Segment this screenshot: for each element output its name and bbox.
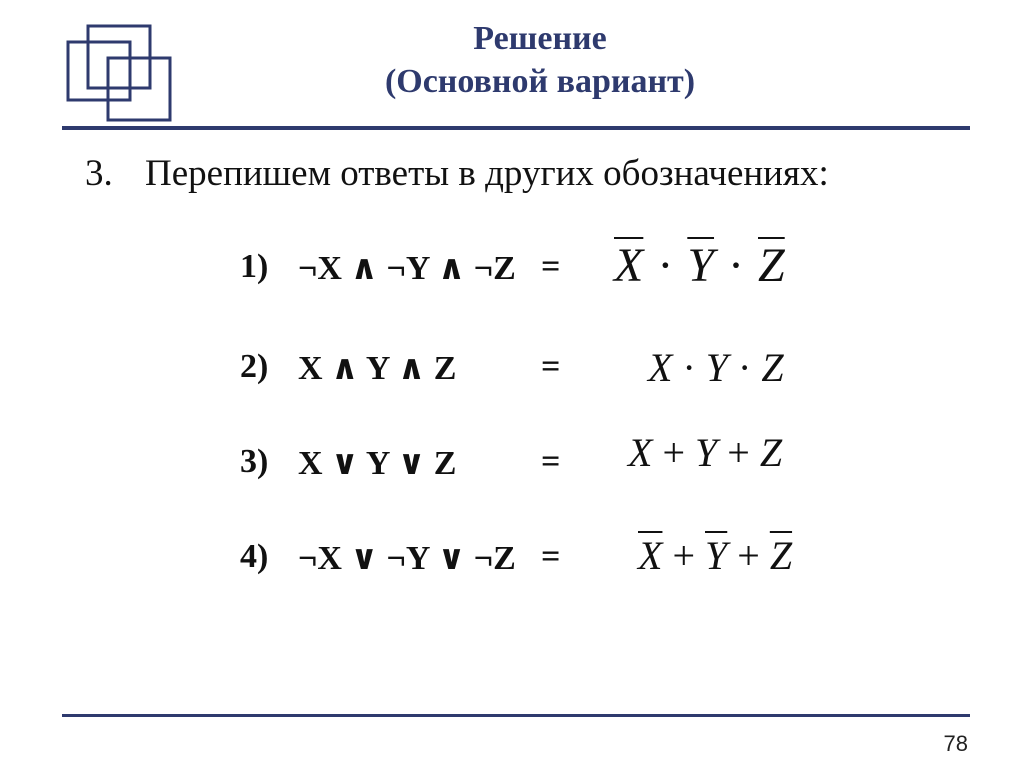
formula-index: 1) bbox=[240, 248, 269, 285]
formula-index: 4) bbox=[240, 538, 269, 575]
term-z: Z bbox=[761, 345, 784, 390]
operator: + bbox=[662, 430, 685, 475]
equals-sign: = bbox=[541, 538, 561, 575]
formula-index: 3) bbox=[240, 443, 269, 480]
operator: · bbox=[728, 239, 744, 292]
equals-sign: = bbox=[541, 348, 561, 385]
operator: + bbox=[672, 533, 695, 578]
term-x: X bbox=[648, 345, 673, 390]
operator: · bbox=[738, 345, 752, 390]
slide-title bbox=[300, 18, 780, 103]
formula-row-2 bbox=[0, 345, 1024, 408]
formula-algebraic bbox=[648, 344, 784, 391]
header-rule bbox=[62, 126, 970, 130]
term-x: $\overline{X}$ bbox=[638, 533, 663, 578]
equals-sign: = bbox=[541, 443, 561, 480]
term-x: $\overline{X}$ bbox=[614, 239, 644, 292]
footer-rule bbox=[62, 714, 970, 717]
formula-index: 2) bbox=[240, 348, 269, 385]
operator: + bbox=[737, 533, 760, 578]
title-line-2: (Основной вариант) bbox=[384, 62, 696, 100]
formula-logic: ¬X ∧ ¬Y ∧ ¬Z bbox=[298, 250, 516, 287]
title-line-1: Решение bbox=[473, 20, 607, 57]
formula-logic: ¬X ∨ ¬Y ∨ ¬Z bbox=[298, 540, 516, 577]
step-heading bbox=[85, 152, 829, 195]
step-number: 3. bbox=[85, 153, 113, 194]
operator: · bbox=[682, 345, 696, 390]
step-text: Перепишем ответы в других обозначениях: bbox=[145, 153, 829, 194]
term-y: Y bbox=[695, 430, 718, 475]
term-z: Z bbox=[759, 430, 783, 475]
formula-row-4 bbox=[0, 533, 1024, 598]
formula-algebraic bbox=[628, 429, 782, 476]
term-y: $\overline{Y}$ bbox=[687, 239, 715, 292]
term-y: Y bbox=[705, 345, 729, 390]
formula-row-1 bbox=[0, 239, 1024, 308]
formula-logic: X ∨ Y ∨ Z bbox=[298, 445, 457, 482]
equals-sign: = bbox=[541, 248, 561, 285]
term-z: $\overline{Z}$ bbox=[758, 239, 785, 292]
formula-row-3 bbox=[0, 430, 1024, 503]
term-x: X bbox=[628, 430, 653, 475]
formula-algebraic bbox=[614, 238, 785, 293]
overlapping-squares-logo bbox=[62, 22, 177, 124]
page-number: 78 bbox=[943, 731, 968, 756]
formula-logic: X ∧ Y ∧ Z bbox=[298, 350, 457, 387]
term-z: $\overline{Z}$ bbox=[769, 533, 793, 578]
operator: · bbox=[657, 239, 674, 292]
formula-algebraic bbox=[638, 532, 792, 579]
term-y: $\overline{Y}$ bbox=[705, 533, 728, 578]
operator: + bbox=[727, 430, 750, 475]
